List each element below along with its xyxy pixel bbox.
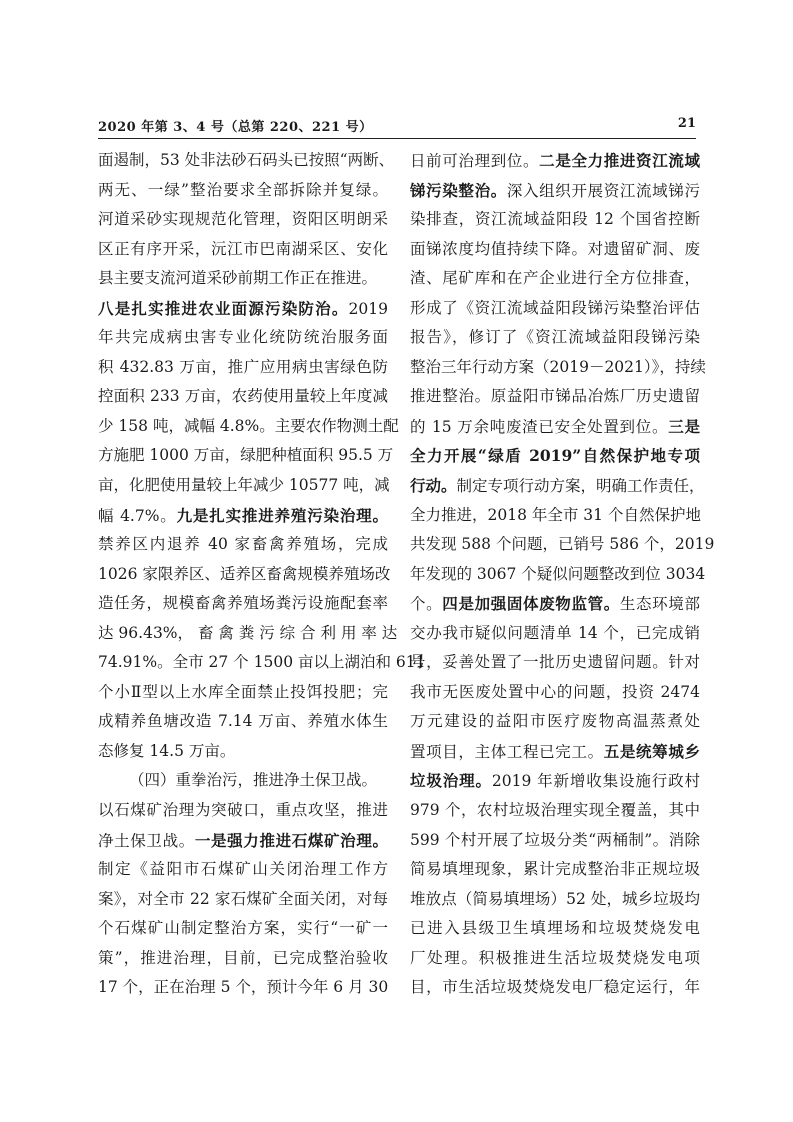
body-text: 简易填埋现象，累计完成整治非正规垃圾 bbox=[410, 860, 700, 879]
body-text: 面遏制，53 处非法砂石码头已按照“两断、 bbox=[98, 151, 395, 169]
bold-heading-text: 一是强力推进石煤矿治理。 bbox=[194, 830, 388, 850]
text-line bbox=[98, 766, 388, 796]
text-line bbox=[98, 382, 388, 412]
body-text: 报告》，修订了《资江流域益阳段锑污染 bbox=[410, 328, 700, 347]
body-text: 个小Ⅱ型以上水库全面禁止投饵投肥；完 bbox=[98, 682, 388, 701]
text-line bbox=[410, 589, 700, 619]
text-line bbox=[410, 530, 715, 560]
body-text: 达 96.43%， 畜 禽 粪 污 综 合 利 用 率 达 bbox=[98, 623, 398, 642]
bold-heading-text: 四是加强固体废物监管。 bbox=[442, 594, 620, 614]
body-text: 形成了《资江流域益阳段锑污染整治评估 bbox=[410, 298, 700, 317]
text-line bbox=[98, 914, 388, 944]
page-number: 21 bbox=[677, 116, 696, 131]
text-line bbox=[410, 826, 700, 856]
text-line bbox=[410, 382, 700, 412]
text-line bbox=[98, 294, 388, 324]
body-text: 年共完成病虫害专业化统防统治服务面 bbox=[98, 328, 388, 347]
body-text: 染排查，资江流域益阳段 12 个国省控断 bbox=[410, 210, 700, 229]
text-line bbox=[410, 737, 700, 767]
body-text: 方施肥 1000 万亩，绿肥种植面积 95.5 万 bbox=[98, 446, 394, 465]
body-text: 面锑浓度均值持续下降。对遗留矿洞、废 bbox=[410, 239, 700, 258]
text-line bbox=[410, 353, 706, 383]
text-line bbox=[410, 648, 700, 678]
text-line bbox=[98, 323, 388, 353]
text-line bbox=[98, 678, 388, 708]
text-line bbox=[410, 973, 700, 1003]
body-text: 全力推进，2018 年全市 31 个自然保护地 bbox=[410, 505, 701, 524]
body-text: 厂处理。积极推进生活垃圾焚烧发电项 bbox=[410, 948, 700, 967]
body-text: 整治三年行动方案（2019－2021）》，持续 bbox=[410, 357, 706, 376]
body-text: 态修复 14.5 万亩。 bbox=[98, 741, 236, 760]
bold-heading-text: 二是全力推进资江流域 bbox=[539, 151, 700, 170]
body-text: 共发现 588 个问题，已销号 586 个，2019 bbox=[410, 535, 715, 554]
text-line bbox=[410, 294, 700, 324]
bold-heading-text: 五是统筹城乡 bbox=[603, 741, 700, 761]
text-line bbox=[410, 796, 700, 826]
text-line bbox=[410, 205, 700, 235]
text-line bbox=[98, 560, 391, 590]
body-text: （四）重拳治污，推进净土保卫战。 bbox=[129, 771, 378, 790]
text-line bbox=[410, 855, 700, 885]
text-line bbox=[410, 944, 700, 974]
body-text: 生态环境部 bbox=[619, 595, 700, 614]
body-text: 599 个村开展了垃圾分类“两桶制”。消除 bbox=[410, 830, 700, 849]
body-text: 的 15 万余吨废渣已安全处置到位。 bbox=[410, 417, 669, 436]
text-line bbox=[410, 235, 700, 265]
body-text: 制定《益阳市石煤矿山关闭治理工作方 bbox=[98, 860, 388, 879]
text-line bbox=[410, 678, 700, 708]
body-text: 2019 bbox=[348, 299, 388, 318]
body-text: 979 个，农村垃圾治理实现全覆盖，其中 bbox=[410, 801, 700, 820]
text-line bbox=[98, 589, 388, 619]
bold-heading-text: 八是扎实推进农业面源污染防治。 bbox=[98, 298, 349, 318]
text-line bbox=[410, 914, 700, 944]
body-text: 号，妥善处置了一批历史遗留问题。针对 bbox=[410, 653, 700, 672]
text-line bbox=[410, 441, 700, 471]
body-text: 1026 家限养区、适养区畜禽规模养殖场改 bbox=[98, 564, 391, 583]
body-text: 我市无医废处置中心的问题，投资 2474 bbox=[410, 682, 700, 701]
body-text: 已进入县级卫生填埋场和垃圾焚烧发电 bbox=[410, 919, 700, 938]
body-text: 区正有序开采，沅江市巴南湖采区、安化 bbox=[98, 239, 388, 258]
body-text: 积 432.83 万亩，推广应用病虫害绿色防 bbox=[98, 357, 388, 376]
body-text: 万元建设的益阳市医疗废物高温蒸煮处 bbox=[410, 712, 700, 731]
text-line bbox=[410, 766, 700, 796]
body-text: 个。 bbox=[410, 595, 443, 614]
body-text: 目，市生活垃圾焚烧发电厂稳定运行，年 bbox=[410, 978, 700, 997]
text-line bbox=[410, 619, 700, 649]
bold-heading-text: 锑污染整治。 bbox=[410, 180, 507, 200]
body-text: 个石煤矿山制定整治方案，实行“一矿一 bbox=[98, 919, 388, 938]
body-text: 河道采砂实现规范化管理，资阳区明朗采 bbox=[98, 210, 388, 229]
body-text: 交办我市疑似问题清单 14 个，已完成销 bbox=[410, 623, 700, 642]
text-line bbox=[98, 501, 388, 531]
body-text: 控面积 233 万亩，农药使用量较上年度减 bbox=[98, 387, 388, 406]
text-line bbox=[98, 648, 426, 678]
text-line bbox=[98, 353, 388, 383]
text-line bbox=[98, 412, 399, 442]
text-line bbox=[410, 176, 700, 206]
bold-heading-text: 行动。 bbox=[410, 476, 457, 496]
running-header bbox=[98, 116, 696, 139]
text-line bbox=[98, 707, 388, 737]
body-text: 深入组织开展资江流域锑污 bbox=[506, 181, 700, 200]
bold-heading-text: 全力开展“绿盾 2019”自然保护地专项 bbox=[410, 446, 700, 466]
text-line bbox=[98, 826, 388, 856]
body-text: 县主要支流河道采砂前期工作正在推进。 bbox=[98, 269, 378, 288]
text-line bbox=[98, 235, 388, 265]
journal-issue: 2020 年第 3、4 号（总第 220、221 号） bbox=[98, 120, 373, 135]
body-text: 案》，对全市 22 家石煤矿全面关闭，对每 bbox=[98, 889, 388, 908]
body-text: 造任务，规模畜禽养殖场粪污设施配套率 bbox=[98, 594, 388, 613]
text-line bbox=[98, 146, 395, 176]
text-line bbox=[98, 530, 388, 560]
text-line bbox=[410, 146, 700, 176]
body-text: 亩，化肥使用量较上年减少 10577 吨，减 bbox=[98, 476, 390, 495]
text-line bbox=[98, 973, 388, 1003]
text-line bbox=[410, 707, 700, 737]
text-line bbox=[410, 885, 700, 915]
text-line bbox=[410, 471, 705, 501]
left-text-column bbox=[98, 146, 426, 1003]
body-text: 堆放点（简易填埋场）52 处，城乡垃圾均 bbox=[410, 889, 700, 908]
text-line bbox=[410, 412, 700, 442]
text-line bbox=[410, 323, 700, 353]
body-text: 日前可治理到位。 bbox=[410, 152, 540, 170]
body-text: 推进整治。原益阳市锑品冶炼厂历史遗留 bbox=[410, 387, 700, 406]
body-text: 年发现的 3067 个疑似问题整改到位 3034 bbox=[410, 564, 706, 583]
text-line bbox=[98, 737, 388, 767]
text-line bbox=[98, 441, 394, 471]
body-text: 两无、一绿”整治要求全部拆除并复绿。 bbox=[98, 180, 388, 199]
body-text: 净土保卫战。 bbox=[98, 831, 195, 850]
body-text: 禁养区内退养 40 家畜禽养殖场，完成 bbox=[98, 535, 388, 554]
body-text: 幅 4.7%。 bbox=[98, 506, 177, 525]
body-text: 制定专项行动方案，明确工作责任， bbox=[456, 477, 705, 496]
text-line bbox=[98, 264, 388, 294]
bold-heading-text: 垃圾治理。 bbox=[410, 771, 492, 791]
body-text: 成精养鱼塘改造 7.14 万亩、养殖水体生 bbox=[98, 712, 388, 731]
body-text: 17 个，正在治理 5 个，预计今年 6 月 30 bbox=[98, 978, 389, 997]
text-line bbox=[410, 501, 700, 531]
body-text: 策”，推进治理，目前，已完成整治验收 bbox=[98, 948, 388, 967]
body-text: 74.91%。全市 27 个 1500 亩以上湖泊和 611 bbox=[98, 653, 426, 672]
text-line bbox=[98, 855, 388, 885]
body-text: 渣、尾矿库和在产企业进行全方位排查， bbox=[410, 269, 700, 288]
bold-heading-text: 三是 bbox=[668, 416, 700, 436]
body-text: 以石煤矿治理为突破口，重点攻坚，推进 bbox=[98, 801, 388, 820]
text-line bbox=[98, 205, 388, 235]
body-text: 置项目，主体工程已完工。 bbox=[410, 742, 604, 761]
body-text: 少 158 吨，减幅 4.8%。主要农作物测土配 bbox=[98, 416, 399, 435]
text-line bbox=[410, 560, 706, 590]
text-line bbox=[98, 619, 398, 649]
text-line bbox=[410, 264, 700, 294]
text-line bbox=[98, 176, 388, 206]
text-line bbox=[98, 796, 388, 826]
text-line bbox=[98, 471, 388, 501]
text-line bbox=[98, 944, 388, 974]
body-text: 2019 年新增收集设施行政村 bbox=[491, 772, 700, 791]
text-line bbox=[98, 885, 388, 915]
bold-heading-text: 九是扎实推进养殖污染治理。 bbox=[176, 505, 388, 525]
right-text-column bbox=[410, 146, 715, 1003]
